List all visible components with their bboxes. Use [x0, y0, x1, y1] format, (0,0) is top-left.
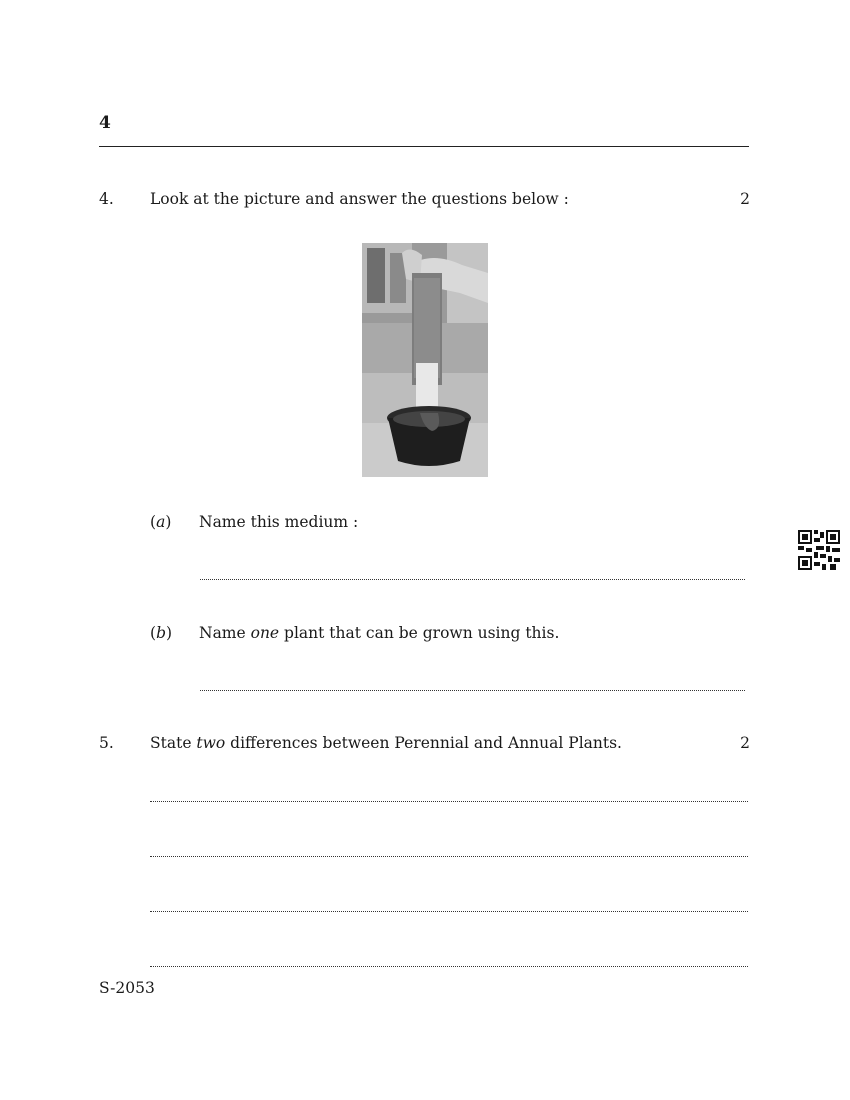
header-rule — [99, 146, 749, 147]
part-b-label: (b) — [150, 624, 173, 642]
part-b-text: Name one plant that can be grown using this. — [199, 624, 560, 642]
part-a-text: Name this medium : — [199, 513, 359, 531]
question-5-text: State two differences between Perennial and Annual Plants. — [150, 734, 622, 752]
answer-line-5-1[interactable] — [150, 801, 748, 802]
answer-line-5-3[interactable] — [150, 911, 748, 912]
soil-column-photo — [362, 243, 488, 477]
question-4-marks: 2 — [740, 190, 750, 208]
answer-line-b[interactable] — [200, 690, 745, 691]
question-4-number: 4. — [99, 190, 114, 208]
page-number: 4 — [99, 113, 111, 133]
paper-code: S-2053 — [99, 979, 155, 997]
part-a-label: (a) — [150, 513, 172, 531]
answer-line-5-2[interactable] — [150, 856, 748, 857]
question-5-number: 5. — [99, 734, 114, 752]
question-5-marks: 2 — [740, 734, 750, 752]
answer-line-a[interactable] — [200, 579, 745, 580]
question-4-text: Look at the picture and answer the questions below : — [150, 190, 569, 208]
qr-code-icon — [798, 530, 840, 570]
answer-line-5-4[interactable] — [150, 966, 748, 967]
